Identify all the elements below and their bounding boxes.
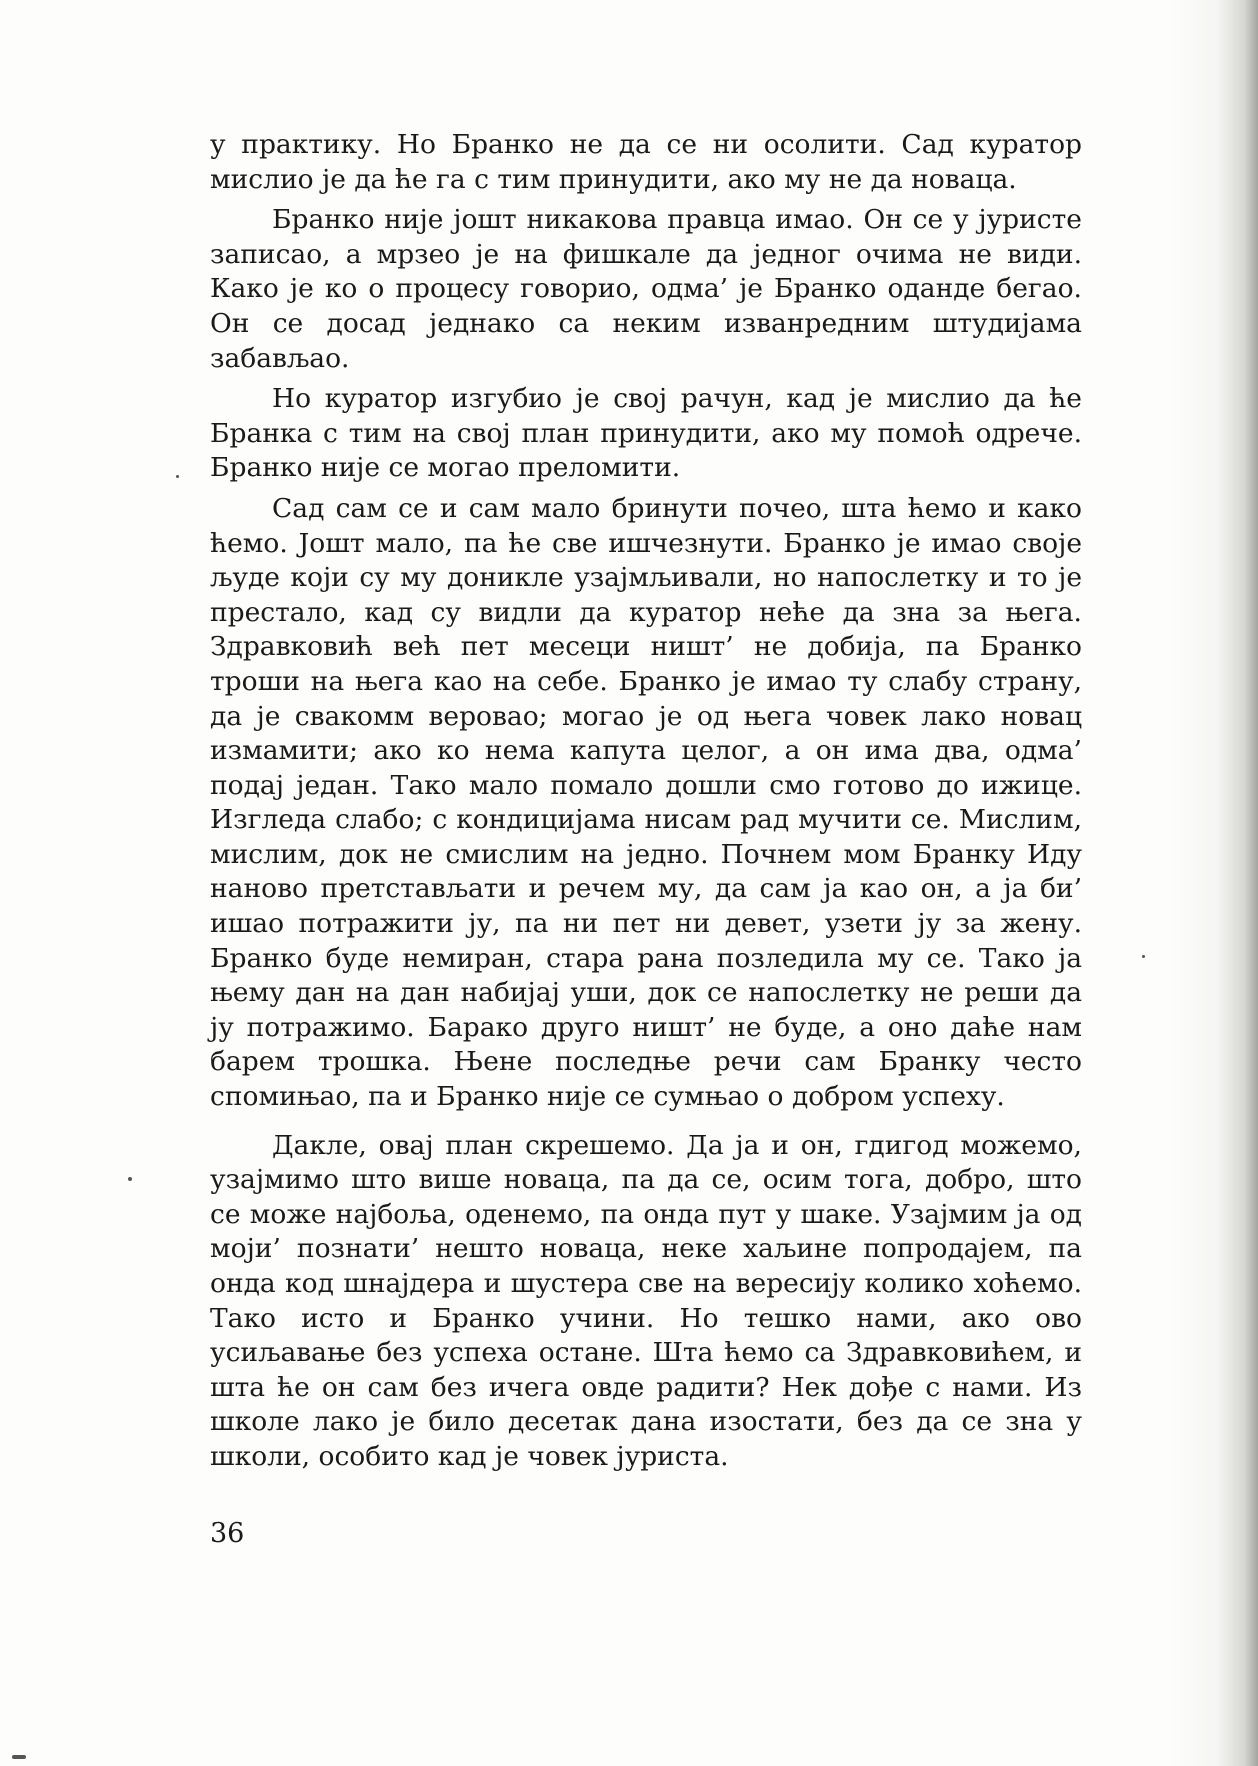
paragraph-4: Сад сам се и сам мало бринути почео, шта ћемо и како ћемо. Јошт мало, па ће све ишчезнути. Бранко је имао своје људе који су му доникле узајмљивали, но напослетку и то је престало, кад су видли да куратор неће да зна за њега. Здравковић већ пет месеци ништ’ не добија, па Бранко троши на њега као на себе. Бранко је имао ту слабу страну, да је свакомм веровао; могао је од њега човек лако новац измамити; ако ко нема капута целог, а он има два, одма’ подај један. Тако мало помало дошли смо готово до ижице. Изгледа слабо; с кондицијама нисам рад мучити се. Мислим, мислим, док не смислим на једно. Почнем мом Бранку Иду наново претстављати и речем му, да сам ја као он, а ја би’ ишао потражити ју, па ни пет ни девет, узети ју за жену. Бранко буде немиран, стара рана позледила му се. Тако ја њему дан на дан набијај уши, док се напослетку не реши да ју потражимо. Барако друго ништ’ не буде, а оно даће нам барем трошка. Њене последње речи сам Бранку често спомињао, па и Бранко није се сумњао о добром успеху. — [210, 492, 1082, 1113]
page-number: 36 — [210, 1518, 245, 1549]
scan-speck — [128, 1177, 132, 1181]
paragraph-1: у практику. Но Бранко не да се ни осолити. Сад куратор мислио је да ће га с тим принудити, ако му не да новаца. — [210, 129, 1082, 195]
scan-speck — [1142, 955, 1145, 958]
paragraph-5: Дакле, овај план скрешемо. Да ја и он, гдигод можемо, узајмимо што више новаца, па да се, осим тога, добро, што се може најбоља, оденемо, па онда пут у шаке. Узајмим ја од моји’ познати’ нешто новаца, неке хаљине попродајем, па онда код шнајдера и шустера све на вересију колико хоћемо. Тако исто и Бранко учини. Но тешко нами, ако ово усиљавање без успеха остане. Шта ћемо са Здравковићем, и шта ће он сам без ичега овде радити? Нек дође с нами. Из школе лако је било десетак дана изостати, без да се зна у школи, особито кад је човек јуриста. — [210, 1129, 1082, 1472]
page-body-text — [210, 128, 1082, 1481]
paragraph-3: Но куратор изгубио је свој рачун, кад је мислио да ће Бранка с тим на свој план принудити, ако му помоћ одрече. Бранко није се могао преломити. — [210, 383, 1082, 484]
scan-speck — [12, 1755, 26, 1759]
scan-speck — [176, 475, 179, 478]
page-gutter-shadow — [1168, 0, 1258, 1766]
paragraph-2: Бранко није јошт никакова правца имао. Он се у јуристе записао, а мрзео је на фишкале да једног очима не види. Како је ко о процесу говорио, одма’ је Бранко оданде бегао. Он се досад једнако са неким изванредним штудијама забављао. — [210, 204, 1082, 374]
